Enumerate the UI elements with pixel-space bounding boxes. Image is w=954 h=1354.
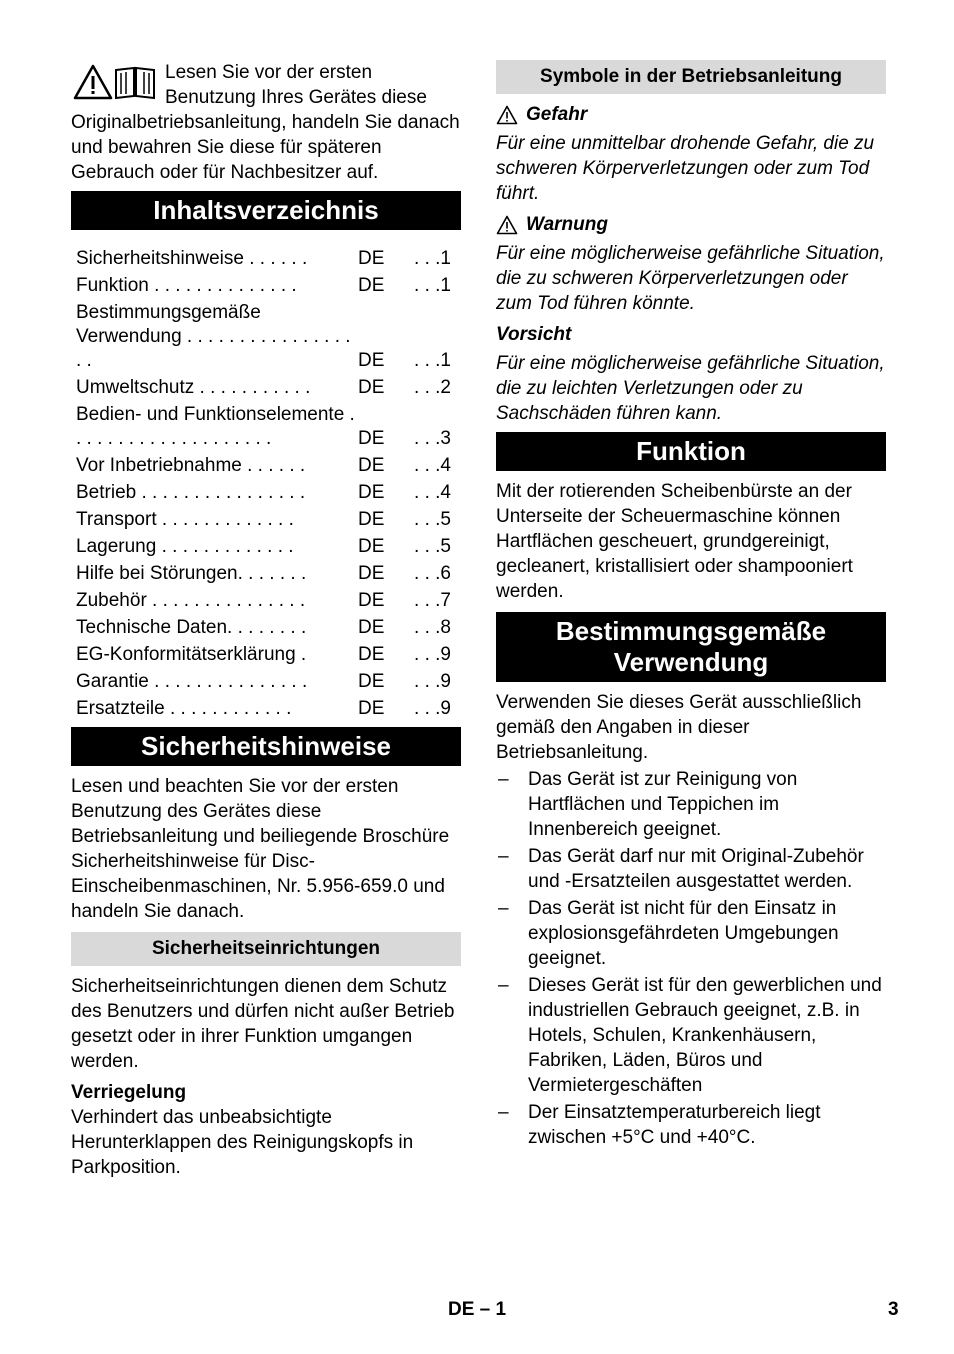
toc-entry-lang: DE xyxy=(358,671,385,692)
manual-book-icon xyxy=(113,64,157,100)
lock-heading: Verriegelung xyxy=(71,1082,187,1103)
toc-entry-title: Bedien- und Funktionselemente . . . . . . . . . . . . . . . . . . . . xyxy=(76,404,355,449)
lock-text: Verhindert das unbeabsichtigte Herunterklappen des Reinigungskopfs in Parkposition. xyxy=(71,1107,414,1178)
caution-label: Vorsicht xyxy=(496,324,572,345)
toc-entry-page: . . .4 xyxy=(414,482,451,503)
intro-notice xyxy=(71,60,461,185)
toc-entry-lang: DE xyxy=(358,644,385,665)
dash-mark: – xyxy=(498,898,509,919)
list-item-text: Dieses Gerät ist für den gewerblichen und industriellen Gebrauch geeignet, z.B. in Hotels, Schulen, Krankenhäusern, Fabriken, Läden, Büros und Vermietergeschäften xyxy=(528,975,882,1096)
caution-text: Für eine möglicherweise gefährliche Situation, die zu leichten Verletzungen oder zu Sachschäden führen kann. xyxy=(496,353,885,424)
toc-row xyxy=(71,559,461,586)
toc-row xyxy=(71,640,461,667)
toc-entry-title: Garantie . . . . . . . . . . . . . . . xyxy=(76,671,308,692)
list-item xyxy=(496,1100,886,1150)
warning-triangle-icon xyxy=(73,64,113,100)
toc-entry-lang: DE xyxy=(358,428,385,449)
toc-row xyxy=(71,478,461,505)
toc-entry-page: . . .5 xyxy=(414,536,451,557)
intended-use-list xyxy=(496,767,886,1150)
list-item-text: Der Einsatztemperaturbereich liegt zwischen +5°C und +40°C. xyxy=(528,1102,821,1148)
list-item xyxy=(496,767,886,842)
toc-entry-page: . . .9 xyxy=(414,671,451,692)
intro-text: Lesen Sie vor der ersten Benutzung Ihres Gerätes diese Originalbetriebsanleitung, handeln Sie danach und bewahren Sie diese für späteren Gebrauch oder für Nachbesitzer auf. xyxy=(71,62,460,183)
toc-entry-page: . . .8 xyxy=(414,617,451,638)
dash-mark: – xyxy=(498,769,509,790)
list-item-text: Das Gerät ist nicht für den Einsatz in explosionsgefährdeten Umgebungen geeignet. xyxy=(528,898,839,969)
safety-devices-heading: Sicherheitseinrichtungen xyxy=(71,932,461,966)
toc-entry-page: . . .2 xyxy=(414,377,451,398)
list-item xyxy=(496,896,886,971)
dash-mark: – xyxy=(498,846,509,867)
warning-label-row xyxy=(496,212,886,237)
toc-row xyxy=(71,505,461,532)
toc-entry-page: . . .4 xyxy=(414,455,451,476)
toc-entry-lang: DE xyxy=(358,275,385,296)
toc-entry-lang: DE xyxy=(358,617,385,638)
toc-table xyxy=(71,244,461,721)
warning-label: Warnung xyxy=(526,214,608,235)
toc-entry-title: Bestimmungsgemäße Verwendung . . . . . . . . . . . . . . . . . . xyxy=(76,302,351,371)
toc-entry-page: . . .5 xyxy=(414,509,451,530)
toc-entry-title: Vor Inbetriebnahme . . . . . . xyxy=(76,455,306,476)
list-item xyxy=(496,973,886,1098)
toc-row xyxy=(71,451,461,478)
dash-mark: – xyxy=(498,1102,509,1123)
toc-entry-page: . . .6 xyxy=(414,563,451,584)
list-item-text: Das Gerät ist zur Reinigung von Hartflächen und Teppichen im Innenbereich geeignet. xyxy=(528,769,798,840)
safety-devices-text: Sicherheitseinrichtungen dienen dem Schutz des Benutzers und dürfen nicht außer Betrieb gesetzt oder in ihrer Funktion umgangen werden. xyxy=(71,976,455,1072)
toc-row xyxy=(71,373,461,400)
warning-triangle-icon xyxy=(496,215,518,235)
toc-entry-title: Zubehör . . . . . . . . . . . . . . . xyxy=(76,590,306,611)
toc-entry-lang: DE xyxy=(358,590,385,611)
toc-row xyxy=(71,532,461,559)
toc-entry-title: Betrieb . . . . . . . . . . . . . . . . xyxy=(76,482,306,503)
caution-label-row xyxy=(496,322,886,347)
toc-entry-title: Technische Daten. . . . . . . . xyxy=(76,617,307,638)
toc-row xyxy=(71,613,461,640)
toc-row xyxy=(71,271,461,298)
toc-entry-title: Umweltschutz . . . . . . . . . . . xyxy=(76,377,311,398)
toc-heading: Inhaltsverzeichnis xyxy=(71,191,461,230)
toc-row xyxy=(71,244,461,271)
toc-entry-page: . . .7 xyxy=(414,590,451,611)
toc-row xyxy=(71,586,461,613)
warning-text: Für eine möglicherweise gefährliche Situation, die zu schweren Körperverletzungen oder zum Tod führen könnte. xyxy=(496,243,885,314)
list-item-text: Das Gerät darf nur mit Original-Zubehör und -Ersatzteilen ausgestattet werden. xyxy=(528,846,864,892)
footer-section-label: DE – 1 xyxy=(448,1299,507,1320)
toc-entry-page: . . .1 xyxy=(414,248,451,269)
toc-entry-title: Funktion . . . . . . . . . . . . . . xyxy=(76,275,297,296)
toc-entry-page: . . .9 xyxy=(414,644,451,665)
left-column xyxy=(71,60,461,1180)
toc-entry-title: EG-Konformitätserklärung . xyxy=(76,644,307,665)
safety-text: Lesen und beachten Sie vor der ersten Benutzung des Gerätes diese Betriebsanleitung und beiliegende Broschüre Sicherheitshinweise für Disc-Einscheibenmaschinen, Nr. 5.956-659.0 und handeln Sie danach. xyxy=(71,776,450,922)
footer-page-number: 3 xyxy=(888,1299,899,1320)
toc-entry-page: . . .9 xyxy=(414,698,451,719)
symbols-heading: Symbole in der Betriebsanleitung xyxy=(496,60,886,94)
toc-entry-title: Transport . . . . . . . . . . . . . xyxy=(76,509,294,530)
right-column xyxy=(496,60,886,1150)
toc-row xyxy=(71,694,461,721)
toc-row xyxy=(71,667,461,694)
danger-label-row xyxy=(496,102,886,127)
toc-entry-page: . . .3 xyxy=(414,428,451,449)
function-text: Mit der rotierenden Scheibenbürste an der Unterseite der Scheuermaschine können Hartflächen gescheuert, grundgereinigt, gecleanert, kristallisiert oder shampooniert werden. xyxy=(496,481,853,602)
toc-entry-title: Ersatzteile . . . . . . . . . . . . xyxy=(76,698,292,719)
intended-use-text: Verwenden Sie dieses Gerät ausschließlich gemäß den Angaben in dieser Betriebsanleitung. xyxy=(496,692,862,763)
toc-entry-title: Lagerung . . . . . . . . . . . . . xyxy=(76,536,294,557)
toc-entry-title: Hilfe bei Störungen. . . . . . . xyxy=(76,563,307,584)
toc-entry-page: . . .1 xyxy=(414,350,451,371)
intro-icons xyxy=(73,64,157,100)
toc-entry-lang: DE xyxy=(358,482,385,503)
toc-entry-page: . . .1 xyxy=(414,275,451,296)
toc-entry-lang: DE xyxy=(358,509,385,530)
toc-entry-lang: DE xyxy=(358,248,385,269)
danger-label: Gefahr xyxy=(526,104,588,125)
danger-text: Für eine unmittelbar drohende Gefahr, die zu schweren Körperverletzungen oder zum Tod führt. xyxy=(496,133,875,204)
toc-entry-lang: DE xyxy=(358,377,385,398)
toc-entry-lang: DE xyxy=(358,350,385,371)
safety-heading: Sicherheitshinweise xyxy=(71,727,461,766)
list-item xyxy=(496,844,886,894)
toc-entry-lang: DE xyxy=(358,455,385,476)
toc-entry-lang: DE xyxy=(358,536,385,557)
toc-entry-lang: DE xyxy=(358,563,385,584)
toc-row xyxy=(71,400,461,451)
function-heading: Funktion xyxy=(496,432,886,471)
toc-row xyxy=(71,298,461,373)
toc-entry-lang: DE xyxy=(358,698,385,719)
warning-triangle-icon xyxy=(496,105,518,125)
toc-entry-title: Sicherheitshinweise . . . . . . xyxy=(76,248,308,269)
intended-use-heading: Bestimmungsgemäße Verwendung xyxy=(496,612,886,682)
dash-mark: – xyxy=(498,975,509,996)
